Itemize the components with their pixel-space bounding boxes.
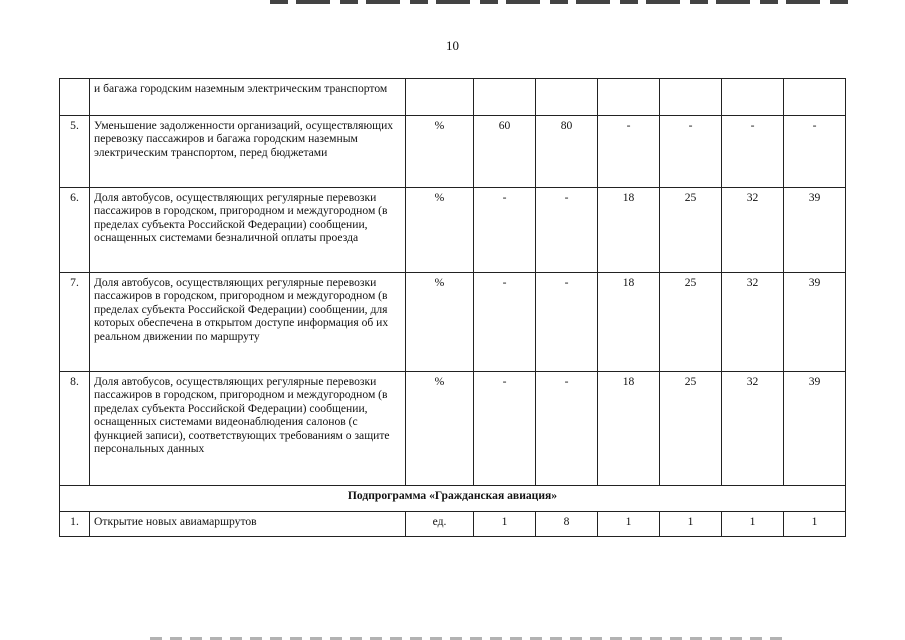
value-cell: - [722, 116, 784, 188]
row-number: 6. [60, 188, 90, 273]
indicator-description: Доля автобусов, осуществляющих регулярные перевозки пассажиров в городском, пригородном и междугородном (в пределах субъекта Российской Федерации) сообщении, для которых обеспечена в открытом доступе информация об их реальном движении по маршруту [90, 273, 406, 372]
value-cell: 1 [474, 512, 536, 537]
value-cell: 25 [660, 188, 722, 273]
value-cell: 25 [660, 372, 722, 486]
indicator-description: Открытие новых авиамаршрутов [90, 512, 406, 537]
value-cell: 39 [784, 273, 846, 372]
value-cell: - [474, 273, 536, 372]
value-cell: 1 [722, 512, 784, 537]
row-number: 1. [60, 512, 90, 537]
value-cell: 1 [660, 512, 722, 537]
unit-cell: % [406, 372, 474, 486]
unit-cell: % [406, 188, 474, 273]
indicators-table [59, 78, 846, 537]
row-number: 8. [60, 372, 90, 486]
table-row [60, 512, 846, 537]
row-number: 5. [60, 116, 90, 188]
value-cell [474, 79, 536, 116]
section-title: Подпрограмма «Гражданская авиация» [60, 486, 846, 512]
value-cell: 60 [474, 116, 536, 188]
table-row [60, 188, 846, 273]
value-cell: 18 [598, 188, 660, 273]
value-cell: 32 [722, 372, 784, 486]
page-number: 10 [446, 38, 459, 53]
indicator-description: Доля автобусов, осуществляющих регулярные перевозки пассажиров в городском, пригородном и междугородном (в пределах субъекта Российской Федерации) сообщении, оснащенных системами безналичной оплаты проезда [90, 188, 406, 273]
indicator-description: Уменьшение задолженности организаций, осуществляющих перевозку пассажиров и багажа городским наземным электрическим транспортом, перед бюджетами [90, 116, 406, 188]
value-cell: - [536, 188, 598, 273]
indicator-description: Доля автобусов, осуществляющих регулярные перевозки пассажиров в городском, пригородном и междугородном (в пределах субъекта Российской Федерации) сообщении, оснащенных системами видеонаблюдения салонов (с функцией записи), соответствующих требованиям о защите персональных данных [90, 372, 406, 486]
table-row [60, 116, 846, 188]
table-row [60, 372, 846, 486]
value-cell: 18 [598, 372, 660, 486]
table-row [60, 273, 846, 372]
value-cell: - [474, 372, 536, 486]
indicator-description: и багажа городским наземным электрическим транспортом [90, 79, 406, 116]
value-cell: 18 [598, 273, 660, 372]
value-cell [722, 79, 784, 116]
value-cell [536, 79, 598, 116]
value-cell: 32 [722, 188, 784, 273]
unit-cell [406, 79, 474, 116]
value-cell [784, 79, 846, 116]
value-cell: - [474, 188, 536, 273]
table-row [60, 79, 846, 116]
value-cell [660, 79, 722, 116]
value-cell: - [784, 116, 846, 188]
unit-cell: % [406, 116, 474, 188]
value-cell: 1 [784, 512, 846, 537]
value-cell: 80 [536, 116, 598, 188]
value-cell: - [598, 116, 660, 188]
scan-artifact-top [270, 0, 850, 4]
unit-cell: % [406, 273, 474, 372]
value-cell [598, 79, 660, 116]
value-cell: - [660, 116, 722, 188]
value-cell: 39 [784, 188, 846, 273]
value-cell: 32 [722, 273, 784, 372]
section-header-row [60, 486, 846, 512]
value-cell: 1 [598, 512, 660, 537]
value-cell: 8 [536, 512, 598, 537]
unit-cell: ед. [406, 512, 474, 537]
row-number: 7. [60, 273, 90, 372]
value-cell: 39 [784, 372, 846, 486]
value-cell: 25 [660, 273, 722, 372]
value-cell: - [536, 273, 598, 372]
row-number [60, 79, 90, 116]
value-cell: - [536, 372, 598, 486]
